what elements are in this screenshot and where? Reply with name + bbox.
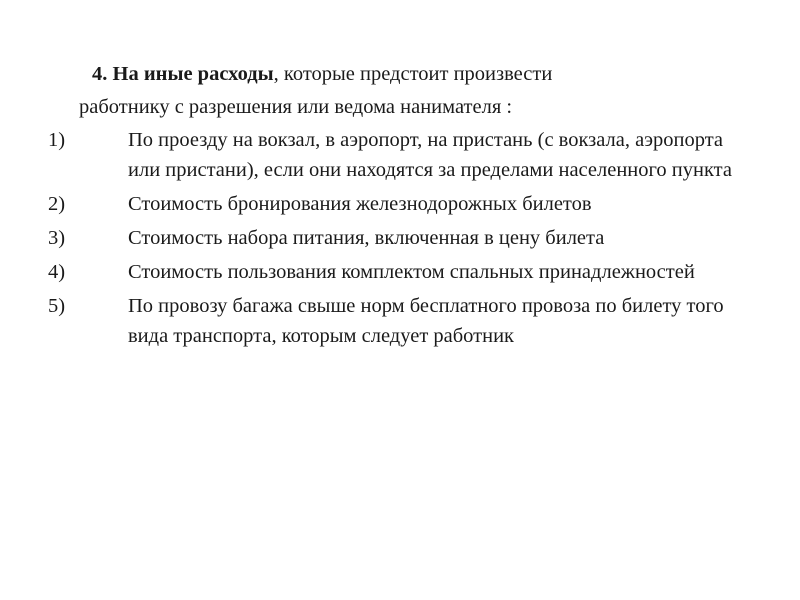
list-item-text: Стоимость пользования комплектом спальных принадлежностей	[128, 261, 695, 283]
list-item-number: 4)	[48, 261, 66, 283]
list-item-number: 1)	[48, 129, 66, 151]
list-item-text: Стоимость набора питания, включенная в цену билета	[128, 227, 605, 249]
slide-heading	[0, 58, 800, 124]
heading-line-1	[0, 58, 800, 91]
list-item-number: 5)	[48, 295, 66, 317]
list-item	[0, 125, 800, 185]
list-item	[0, 291, 800, 351]
heading-bold-part: 4. На иные расходы	[92, 63, 274, 85]
heading-line-2: работнику с разрешения или ведома нанимателя :	[79, 96, 513, 118]
list-item-text: Стоимость бронирования железнодорожных билетов	[128, 193, 592, 215]
heading-rest: , которые предстоит произвести	[273, 63, 553, 85]
expense-list	[0, 125, 800, 355]
list-item-number: 3)	[48, 227, 66, 249]
list-item	[0, 223, 800, 253]
list-item-number: 2)	[48, 193, 66, 215]
list-item	[0, 189, 800, 219]
list-item-text: По провозу багажа свыше норм бесплатного провоза по билету того вида транспорта, которым следует работник	[128, 295, 724, 347]
list-item	[0, 257, 800, 287]
list-item-text: По проезду на вокзал, в аэропорт, на пристань (с вокзала, аэропорта или пристани), если они находятся за пределами населенного пункта	[128, 129, 732, 181]
